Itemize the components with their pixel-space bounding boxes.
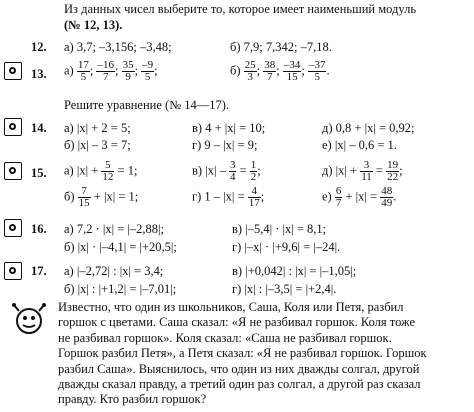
problem-17-a: а) |–2,72| : |x| = 3,4;	[64, 264, 164, 278]
story-line: правду. Кто разбил горшок?	[58, 392, 207, 407]
problem-15-b: б) $\frac{7}{15}$ + |x| = 1;	[64, 185, 139, 209]
fraction: $\frac{6}{7}$	[335, 185, 342, 209]
problem-13-b-label: б)	[230, 63, 241, 78]
fraction: $\frac{3}{11}$	[361, 159, 372, 183]
problem-15-number: 15.	[31, 166, 47, 180]
problem-14-g: г) 9 – |x| = 9;	[192, 138, 258, 152]
thinking-face-icon	[10, 302, 48, 336]
fraction: $\frac{35}{9}$	[122, 59, 134, 83]
fraction: $\frac{5}{12}$	[102, 159, 114, 183]
story-line: дважды сказал правду, а третий один раз солгал, а другой раз сказал	[58, 377, 421, 392]
problem-14-e: е) |x| – 0,6 = 1.	[322, 138, 397, 152]
problem-17-number: 17.	[31, 264, 47, 278]
intro-line-2: (№ 12, 13).	[64, 18, 123, 32]
fraction: $\frac{3}{4}$	[229, 159, 236, 183]
spiral-icon	[4, 262, 22, 280]
solve-heading: Решите уравнение (№ 14—17).	[64, 98, 230, 112]
spiral-icon	[4, 118, 22, 136]
logic-puzzle-paragraph	[58, 300, 470, 408]
problem-16-b: б) |x| · |–4,1| = |+20,5|;	[64, 240, 177, 254]
fraction: $\frac{17}{5}$	[77, 59, 89, 83]
fraction: $\frac{48}{49}$	[381, 185, 393, 209]
problem-13-a-label: а)	[64, 63, 74, 78]
fraction: $\frac{25}{3}$	[244, 59, 256, 83]
problem-12-a: а) 3,7; –3,156; –3,48;	[64, 40, 172, 54]
problem-13-number: 13.	[31, 67, 47, 81]
fraction: $\frac{-37}{5}$	[308, 59, 326, 83]
problem-16-g: г) |–x| · |+9,6| = |–24|.	[232, 240, 341, 254]
problem-15-a: а) |x| + $\frac{5}{12}$ = 1;	[64, 159, 138, 183]
fraction: $\frac{4}{17}$	[248, 185, 260, 209]
problem-15-d: д) |x| + $\frac{3}{11}$ = $\frac{19}{22}$ ;	[322, 159, 403, 183]
problem-17-b: б) |x| : |+1,2| = |–7,01|;	[64, 282, 177, 296]
spiral-icon	[4, 219, 22, 237]
problem-17-g: г) |x| : |–3,5| = |+2,4|.	[232, 282, 337, 296]
story-line: горшок с цветами. Саша сказал: «Я не разбивал горшок. Коля тоже	[58, 315, 416, 330]
spiral-icon	[4, 162, 22, 180]
spiral-icon	[4, 62, 22, 80]
problem-13-a: а) $\frac{17}{5}$ ; $\frac{-16}{7}$ ; $\frac{35}{9}$ ; $\frac{-9}{5}$ ;	[64, 59, 158, 83]
story-line: Горшок разбил Петя», а Петя сказал: «Я не разбивал горшок. Горшок	[58, 346, 427, 361]
problem-17-v: в) |+0,042| : |x| = |–1,05|;	[232, 264, 357, 278]
fraction: $\frac{1}{2}$	[250, 159, 257, 183]
problem-14-v: в) 4 + |x| = 10;	[192, 121, 266, 135]
problem-14-a: а) |x| + 2 = 5;	[64, 121, 131, 135]
problem-13-b: б) $\frac{25}{3}$ ; $\frac{38}{7}$ ; $\frac{-34}{15}$ ; $\frac{-37}{5}$ .	[230, 59, 330, 83]
problem-16-number: 16.	[31, 222, 47, 236]
fraction: $\frac{-16}{7}$	[97, 59, 114, 83]
problem-12-number: 12.	[31, 40, 47, 54]
problem-16-a: а) 7,2 · |x| = |–2,88|;	[64, 222, 165, 236]
story-line: разбил Саша». Выяснилось, что один из них дважды солгал, другой	[58, 361, 420, 376]
fraction: $\frac{38}{7}$	[264, 59, 276, 83]
problem-15-v: в) |x| – $\frac{3}{4}$ = $\frac{1}{2}$ ;	[192, 159, 261, 183]
problem-15-g: г) 1 – |x| = $\frac{4}{17}$ ;	[192, 185, 265, 209]
fraction: $\frac{-9}{5}$	[142, 59, 154, 83]
problem-14-number: 14.	[31, 121, 47, 135]
intro-line-1: Из данных чисел выберите то, которое имеет наименьший модуль	[64, 2, 417, 16]
problem-16-v: в) |–5,4| · |x| = 8,1;	[232, 222, 327, 236]
story-line: не разбивал горшок». Коля сказал: «Саша не разбивал горшок.	[58, 330, 392, 345]
problem-14-d: д) 0,8 + |x| = 0,92;	[322, 121, 415, 135]
problem-14-b: б) |x| – 3 = 7;	[64, 138, 131, 152]
fraction: $\frac{-34}{15}$	[283, 59, 301, 83]
problem-15-e: е) $\frac{6}{7}$ + |x| = $\frac{48}{49}$ .	[322, 185, 397, 209]
fraction: $\frac{19}{22}$	[387, 159, 399, 183]
fraction: $\frac{7}{15}$	[78, 185, 90, 209]
story-line: Известно, что один из школьников, Саша, Коля или Петя, разбил	[58, 300, 404, 314]
problem-12-b: б) 7,9; 7,342; –7,18.	[230, 40, 332, 54]
